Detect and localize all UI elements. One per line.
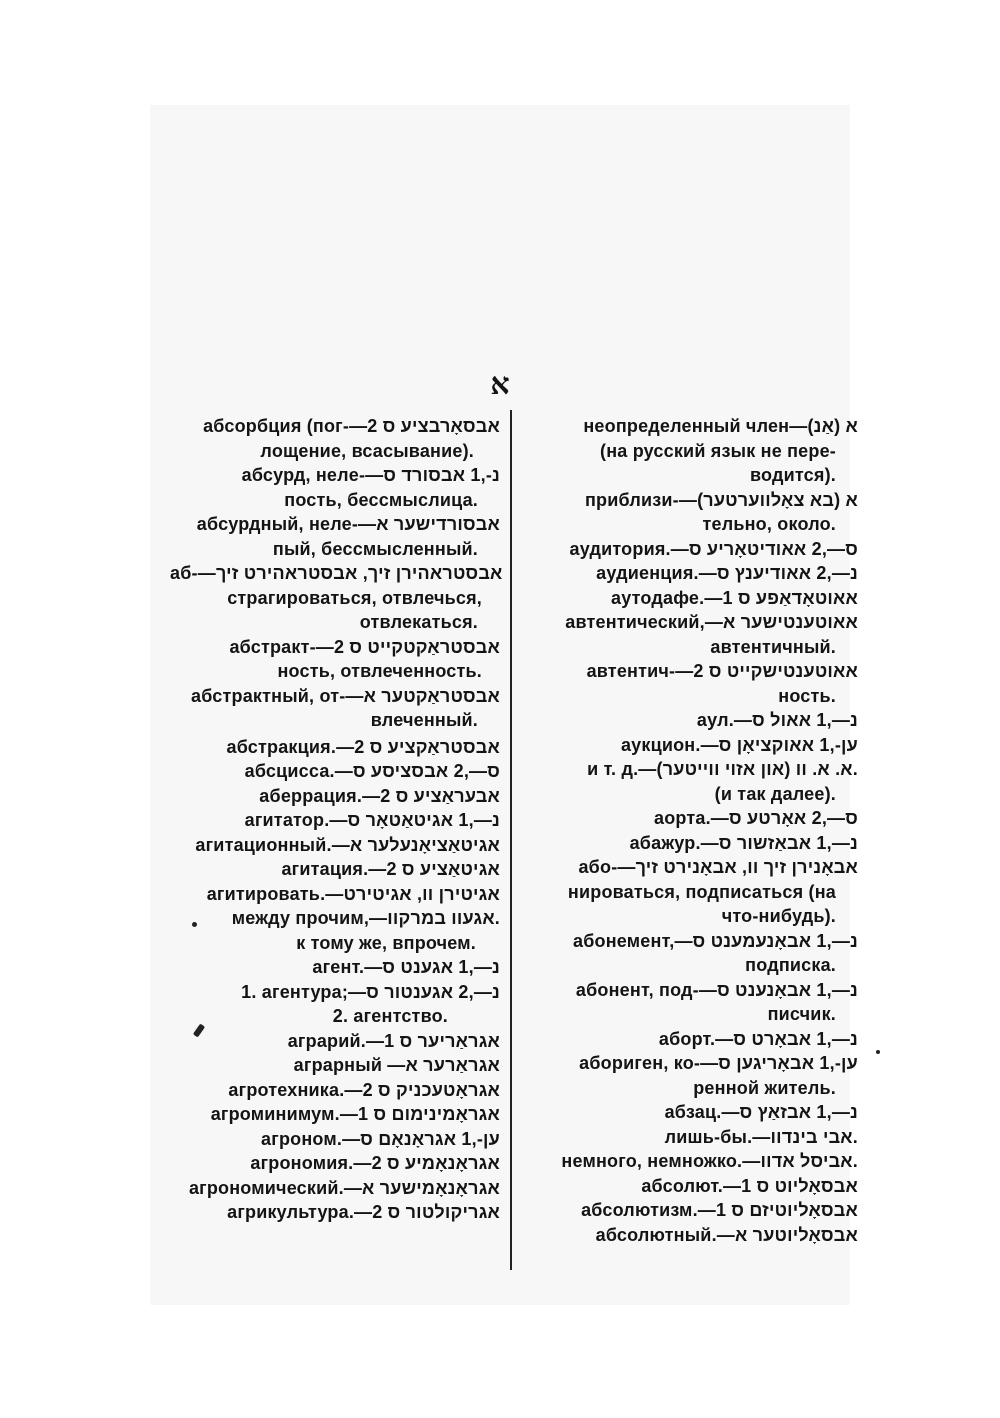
section-letter-heading: א	[490, 368, 510, 401]
entry-line: абонент, под-—נ—,1 אבאָנענט ס	[575, 979, 858, 1000]
entry-line: абсолютный.—אבסאָליוטער א	[595, 1224, 858, 1245]
dictionary-entry	[518, 1198, 858, 1223]
entry-line: аул.—נ—,1 אאול ס	[696, 710, 858, 730]
dictionary-entry	[518, 806, 858, 831]
entry-line: аукцион.—ען-,1 אאוקציאָן ס	[620, 734, 858, 755]
entry-line: агитировать.—אגיטירן וו, אגיטירט	[206, 883, 500, 904]
entry-line: аб-—אבסטראהירן זיך, אבסטראהירט זיך	[170, 563, 503, 583]
entry-line: страгироваться, отвлечься,	[227, 587, 482, 608]
entry-line: аборт.—נ—,1 אבאָרט ס	[658, 1028, 858, 1049]
dictionary-entry	[518, 1174, 858, 1199]
dictionary-entry	[170, 1200, 500, 1225]
entry-line: отвлекаться.	[359, 612, 478, 632]
dictionary-entry	[518, 414, 858, 488]
entry-line: приблизи-—(בא צאָלווערטער) א	[584, 489, 858, 510]
entry-line: аберрация.—2 אבעראַציע ס	[259, 785, 500, 806]
dictionary-entry	[170, 784, 500, 809]
entry-line: (на русский язык не пере-	[600, 440, 836, 461]
entry-line: абстрактный, от-—אבסטראַקטער א	[191, 685, 500, 706]
entry-line: агрономический.—אגראָנאָמישער א	[188, 1177, 500, 1198]
dictionary-entry	[170, 759, 500, 784]
entry-line: ность.	[778, 685, 836, 706]
dictionary-entry	[518, 1051, 858, 1100]
entry-line: агитатор.—נ—,1 אגיטאַטאָר ס	[244, 810, 500, 830]
dictionary-entry	[518, 586, 858, 611]
left-column	[170, 414, 503, 1225]
entry-line: агрономия.—2 אגראָנאָמיע ס	[250, 1153, 500, 1173]
dictionary-entry	[518, 831, 858, 856]
dictionary-entry	[518, 1223, 858, 1248]
dictionary-entry	[170, 1102, 500, 1127]
entry-line: между прочим,—אגעוו במרקוו.	[231, 908, 500, 928]
entry-line: к тому же, впрочем.	[296, 932, 476, 953]
dictionary-entry	[518, 561, 858, 586]
dictionary-entry	[518, 488, 858, 537]
entry-line: ренной житель.	[693, 1077, 836, 1098]
entry-line: абстракция.—2 אבסטראַקציע ס	[226, 736, 500, 757]
entry-line: агроминимум.—1 אגראָמינימום ס	[210, 1104, 500, 1124]
entry-line: пый, бессмысленный.	[272, 538, 478, 559]
dictionary-entry	[170, 833, 500, 858]
dictionary-entry	[518, 929, 858, 978]
dictionary-entry	[170, 808, 500, 833]
entry-line: пость, бессмыслица.	[284, 489, 478, 510]
entry-line: агротехника.—2 אגראָטעכניק ס	[228, 1079, 500, 1100]
entry-line: агитация.—2 אגיטאַציע ס	[281, 859, 500, 879]
entry-line: абстракт-—2 אבסטראַקטקייט ס	[229, 636, 500, 657]
dictionary-entry	[170, 463, 500, 512]
entry-line: аграрий.—1 אגראַריער ס	[287, 1030, 500, 1051]
dictionary-entry	[170, 1029, 500, 1054]
entry-line: абажур.—נ—,1 אבאַזשור ס	[629, 832, 858, 853]
column-divider	[510, 410, 512, 1270]
entry-line: агент.—נ—,1 אגענט ס	[312, 957, 500, 977]
entry-line: абонемент,—נ—,1 אבאָנעמענט ס	[573, 930, 858, 951]
entry-line: подписка.	[745, 955, 836, 975]
dictionary-entry	[518, 610, 858, 659]
dictionary-entry	[518, 659, 858, 708]
entry-line: абсолют.—1 אבסאָליוט ס	[641, 1175, 858, 1196]
dictionary-entry	[170, 857, 500, 882]
entry-line: автентич-—2 אאוטענטישקייט ס	[586, 661, 858, 681]
entry-line: агроном.—ען-,1 אגראָנאָם ס	[261, 1128, 500, 1149]
entry-line: автентический,—אאוטענטישער א	[565, 612, 858, 632]
entry-line: абсорбция (пог-—2 אבסאָרבציע ס	[203, 416, 500, 436]
entry-line: агитационный.—אגיטאַציאָנעלער א	[195, 834, 500, 855]
entry-line: абсцисса.—ס—,2 אבסציסע ס	[244, 761, 500, 781]
dictionary-entry	[170, 906, 500, 955]
dictionary-entry	[170, 1176, 500, 1201]
entry-line: (и так далее).	[714, 783, 836, 804]
entry-line: або-—אבאָנירן זיך וו, אבאָנירט זיך	[578, 857, 858, 877]
dictionary-entry	[170, 882, 500, 907]
dictionary-entry	[170, 1078, 500, 1103]
entry-line: агрикультура.—2 אגריקולטור ס	[227, 1202, 500, 1222]
dictionary-entry	[170, 735, 500, 760]
dictionary-entry	[170, 684, 500, 733]
entry-line: ность, отвлеченность.	[277, 661, 482, 681]
dictionary-entry	[518, 733, 858, 758]
entry-line: абсурдный, неле-—אבסורדישער א	[196, 514, 500, 534]
dictionary-entry	[170, 414, 500, 463]
dictionary-entry	[170, 980, 500, 1029]
dictionary-entry	[518, 1027, 858, 1052]
dictionary-entry	[170, 1151, 500, 1176]
dictionary-entry	[518, 757, 858, 806]
entry-line: и т. д.—(און אזוי ווייטער) א. א. וו.	[587, 759, 858, 779]
entry-line: нироваться, подписаться (на	[567, 881, 836, 902]
dictionary-entry	[518, 1149, 858, 1174]
dictionary-entry	[170, 635, 500, 684]
dictionary-entry	[518, 1100, 858, 1125]
entry-line: абзац.—נ—,1 אבזאַץ ס	[664, 1102, 858, 1122]
entry-line: аудиенция.—נ—,2 אאודיענץ ס	[596, 563, 858, 583]
dictionary-entry	[518, 1125, 858, 1150]
dictionary-entry	[170, 1053, 500, 1078]
entry-line: автентичный.	[710, 636, 836, 657]
entry-line: абсурд, нелe-—נ-,1 אבסורד ס	[241, 465, 500, 485]
ink-dot-mark	[192, 922, 197, 927]
entry-line: 2. агентство.	[332, 1006, 448, 1026]
right-column	[518, 414, 858, 1247]
entry-line: неопределенный член—(אַנ) א	[583, 416, 858, 436]
entry-line: влеченный.	[370, 710, 478, 730]
dictionary-entry	[170, 955, 500, 980]
entry-line: аудитория.—ס—,2 אאודיטאָריע ס	[569, 538, 858, 559]
entry-line: что-нибудь).	[721, 906, 836, 926]
ink-dot-mark	[876, 1050, 880, 1054]
entry-line: лощение, всасывание).	[260, 440, 474, 461]
dictionary-entry	[170, 561, 503, 635]
dictionary-entry	[170, 512, 500, 561]
dictionary-entry	[518, 978, 858, 1027]
dictionary-entry	[518, 708, 858, 733]
entry-line: писчик.	[767, 1004, 836, 1024]
entry-line: немного, немножко.—אביסל אדוו.	[561, 1151, 858, 1171]
entry-line: абориген, ко-—ען-,1 אבאָריגען ס	[579, 1053, 858, 1073]
entry-line: лишь-бы.—אבי בינדוו.	[664, 1126, 858, 1147]
entry-line: аорта.—ס—,2 אאָרטע ס	[654, 808, 858, 828]
dictionary-entry	[518, 855, 858, 929]
entry-line: тельно, около.	[702, 514, 836, 534]
entry-line: 1. агентура;—נ—,2 אגענטור ס	[241, 981, 500, 1002]
dictionary-entry	[518, 537, 858, 562]
entry-line: абсолютизм.—1 אבסאָליוטיזם ס	[581, 1200, 858, 1220]
entry-line: аграрный —אגראַרער א	[293, 1055, 500, 1075]
dictionary-entry	[170, 1127, 500, 1152]
entry-line: аутодафе.—1 אאוטאָדאַפע ס	[611, 587, 858, 608]
entry-line: водится).	[750, 465, 836, 485]
